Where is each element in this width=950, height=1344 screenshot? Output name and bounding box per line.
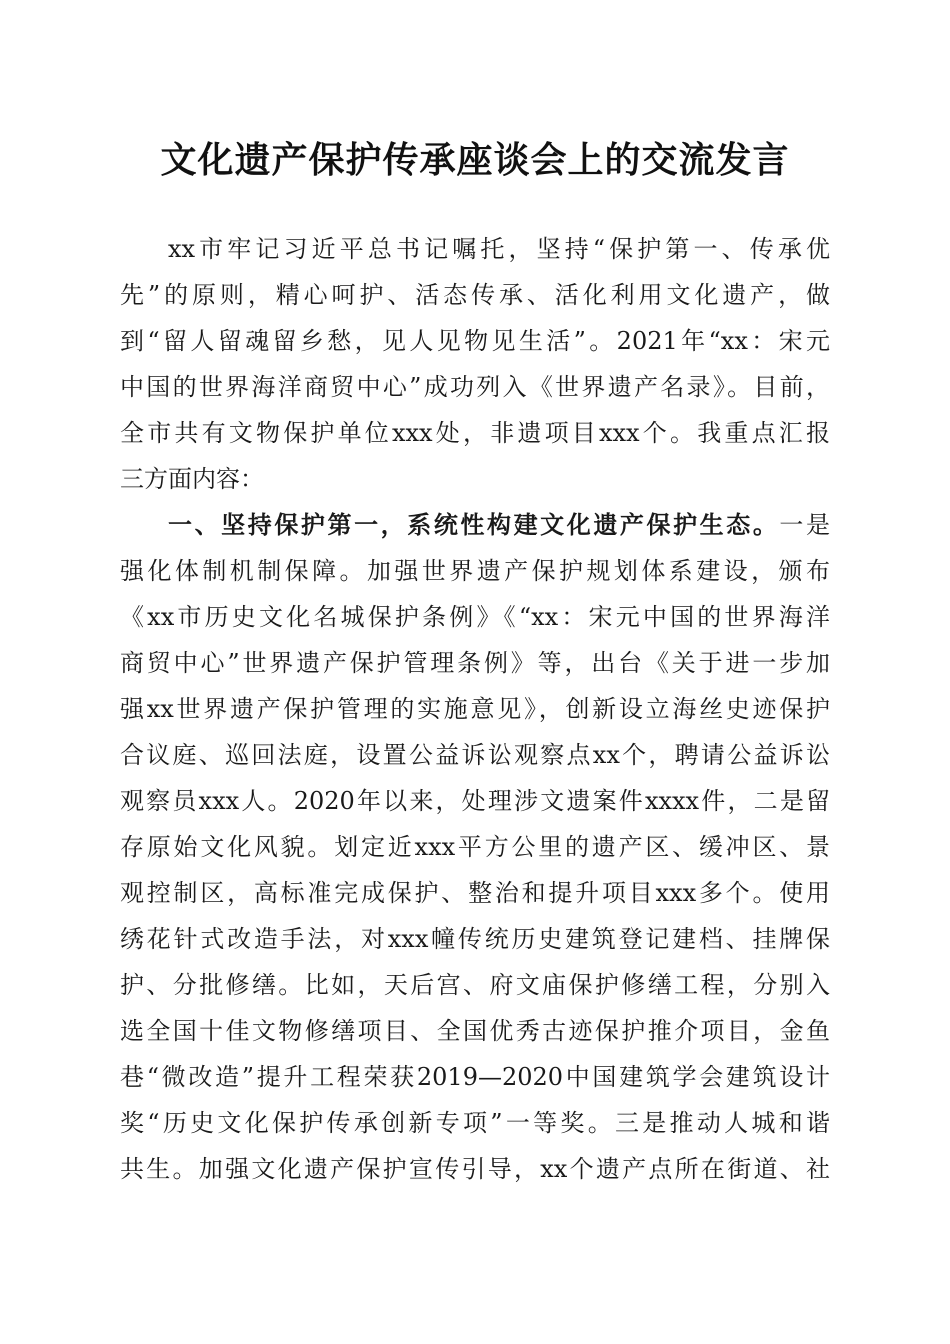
paragraph-line: 《xx市历史文化名城保护条例》《“xx：宋元中国的世界海洋	[120, 603, 830, 631]
document-title: 文化遗产保护传承座谈会上的交流发言	[160, 139, 790, 181]
paragraph-line: 绣花针式改造手法，对xxx幢传统历史建筑登记建档、挂牌保	[120, 925, 830, 953]
paragraph-line: 合议庭、巡回法庭，设置公益诉讼观察点xx个，聘请公益诉讼	[120, 741, 830, 769]
paragraph-line: 先”的原则，精心呵护、活态传承、活化利用文化遗产，做	[120, 281, 830, 309]
paragraph-line: 商贸中心”世界遗产保护管理条例》等，出台《关于进一步加	[120, 649, 830, 677]
paragraph-line: 观控制区，高标准完成保护、整治和提升项目xxx多个。使用	[120, 879, 830, 907]
paragraph-line: 三方面内容：	[120, 465, 264, 493]
section-first-line-rest: 一是	[779, 511, 831, 539]
paragraph-line: 中国的世界海洋商贸中心”成功列入《世界遗产名录》。目前，	[120, 373, 830, 401]
paragraph-line: 强化体制机制保障。加强世界遗产保护规划体系建设，颁布	[120, 557, 830, 585]
paragraph-line: 选全国十佳文物修缮项目、全国优秀古迹保护推介项目，金鱼	[120, 1017, 830, 1045]
section-heading-line	[168, 502, 830, 548]
paragraph-line: 强xx世界遗产保护管理的实施意见》，创新设立海丝史迹保护	[120, 695, 830, 723]
paragraph-line: 全市共有文物保护单位xxx处，非遗项目xxx个。我重点汇报	[120, 419, 830, 447]
paragraph-line: xx市牢记习近平总书记嘱托，坚持“保护第一、传承优	[168, 235, 830, 263]
paragraph-line: 存原始文化风貌。划定近xxx平方公里的遗产区、缓冲区、景	[120, 833, 830, 861]
section-heading: 一、坚持保护第一，系统性构建文化遗产保护生态。	[168, 511, 780, 539]
paragraph-line: 观察员xxx人。2020年以来，处理涉文遗案件xxxx件，二是留	[120, 787, 830, 815]
paragraph-line: 护、分批修缮。比如，天后宫、府文庙保护修缮工程，分别入	[120, 971, 830, 999]
paragraph-line: 巷“微改造”提升工程荣获2019—2020中国建筑学会建筑设计	[120, 1063, 830, 1091]
paragraph-line: 到“留人留魂留乡愁，见人见物见生活”。2021年“xx：宋元	[120, 327, 830, 355]
paragraph-line: 共生。加强文化遗产保护宣传引导，xx个遗产点所在街道、社	[120, 1155, 830, 1183]
paragraph-line: 奖“历史文化保护传承创新专项”一等奖。三是推动人城和谐	[120, 1109, 830, 1137]
